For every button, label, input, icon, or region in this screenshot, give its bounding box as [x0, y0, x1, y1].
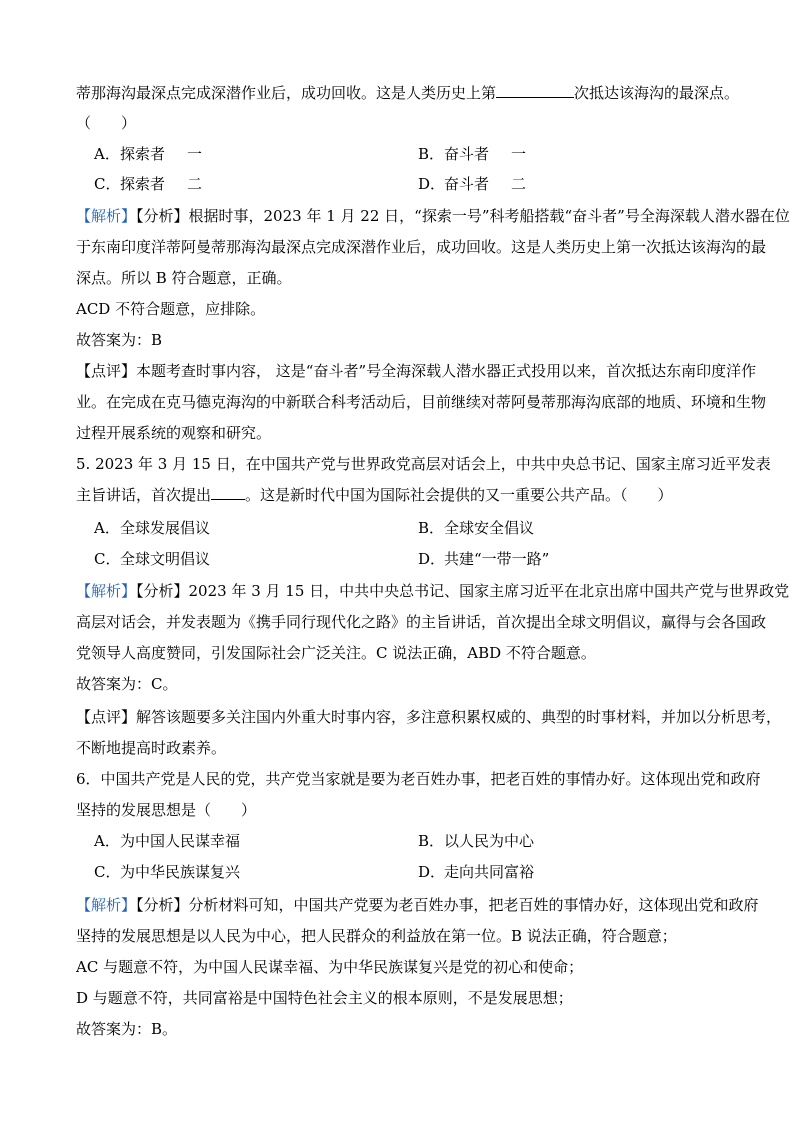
- q6-option-b: B．以人民为中心: [418, 832, 535, 850]
- q6-stem-line1: 6．中国共产党是人民的党，共产党当家就是要为老百姓办事，把老百姓的事情办好。这体现出党和政府: [76, 770, 761, 788]
- q4-analysis-tag: 【解析】: [76, 207, 137, 225]
- q4-answer-line: 故答案为：B: [76, 331, 163, 349]
- q6-analysis-line4: D 与题意不符，共同富裕是中国特色社会主义的根本原则，不是发展思想；: [76, 989, 573, 1007]
- q6-analysis-line2: 坚持的发展思想是以人民为中心，把人民群众的利益放在第一位。B 说法正确，符合题意；: [76, 927, 677, 945]
- q4-option-b: B．奋斗者 一: [418, 145, 527, 163]
- q6-option-c: C．为中华民族谋复兴: [94, 863, 241, 881]
- q5-answer-blank: [211, 485, 245, 500]
- q4-stem-text-post: 次抵达该海沟的最深点。: [574, 84, 740, 102]
- q6-option-a: A．为中国人民谋幸福: [94, 832, 241, 850]
- q4-analysis-line1: 【解析】【分析】根据时事，2023 年 1 月 22 日，“探索一号”科考船搭载“奋斗者”号全海深载人潜水器在位: [76, 207, 790, 225]
- q4-answer-blank: [496, 83, 574, 98]
- q5-stem-line1: 5. 2023 年 3 月 15 日，在中国共产党与世界政党高层对话会上，中共中央总书记、国家主席习近平发表: [76, 455, 771, 473]
- q5-analysis-line2: 高层对话会，并发表题为《携手同行现代化之路》的主旨讲话，首次提出全球文明倡议，赢得与会各国政: [76, 613, 767, 631]
- q5-analysis-line3: 党领导人高度赞同，引发国际社会广泛关注。C 说法正确，ABD 不符合题意。: [76, 644, 596, 662]
- q5-option-a: A．全球发展倡议: [94, 519, 211, 537]
- q4-stem-text-pre: 蒂那海沟最深点完成深潜作业后，成功回收。这是人类历史上第: [76, 84, 497, 102]
- q5-comment-line2: 不断地提高时政素养。: [76, 739, 227, 757]
- q4-paren: （ ）: [76, 114, 137, 132]
- q6-stem-line2: 坚持的发展思想是（ ）: [76, 801, 257, 819]
- q4-option-d: D．奋斗者 二: [418, 175, 527, 193]
- q5-answer-line: 故答案为：C。: [76, 675, 178, 693]
- q6-answer-line: 故答案为：B。: [76, 1020, 178, 1038]
- q4-comment-line1: 【点评】本题考查时事内容， 这是“奋斗者”号全海深载人潜水器正式投用以来，首次抵达东南印度洋作: [76, 362, 757, 380]
- q5-option-d: D．共建“一带一路”: [418, 550, 550, 568]
- q5-analysis-tag: 【解析】: [76, 582, 137, 600]
- q4-comment-line3: 过程开展系统的观察和研究。: [76, 424, 272, 442]
- q5-comment-line1: 【点评】解答该题要多关注国内外重大时事内容，多注意积累权威的、典型的时事材料，并加以分析思考，: [76, 708, 782, 726]
- q4-option-c: C．探索者 二: [94, 175, 203, 193]
- q4-comment-line2: 业。在完成在克马德克海沟的中新联合科考活动后，目前继续对蒂阿曼蒂那海沟底部的地质、环境和生物: [76, 393, 767, 411]
- q6-option-d: D．走向共同富裕: [418, 863, 535, 881]
- q5-option-c: C．全球文明倡议: [94, 550, 211, 568]
- q5-stem-line2: 主旨讲话，首次提出 。这是新时代中国为国际社会提供的又一重要公共产品。（ ）: [76, 486, 673, 504]
- q5-option-b: B．全球安全倡议: [418, 519, 535, 537]
- q6-analysis-line1: 【解析】【分析】分析材料可知，中国共产党要为老百姓办事，把老百姓的事情办好，这体现出党和政府: [76, 896, 759, 914]
- q6-analysis-line3: AC 与题意不符，为中国人民谋幸福、为中华民族谋复兴是党的初心和使命；: [76, 958, 584, 976]
- q4-analysis-line4: ACD 不符合题意，应排除。: [76, 300, 266, 318]
- q4-analysis-line3: 深点。所以 B 符合题意，正确。: [76, 269, 292, 287]
- q4-option-a: A．探索者 一: [94, 145, 203, 163]
- q4-stem-line1: [76, 82, 740, 104]
- q5-analysis-line1: 【解析】【分析】2023 年 3 月 15 日，中共中央总书记、国家主席习近平在北京出席中国共产党与世界政党: [76, 582, 790, 600]
- q4-analysis-line2: 于东南印度洋蒂阿曼蒂那海沟最深点完成深潜作业后，成功回收。这是人类历史上第一次抵达该海沟的最: [76, 238, 767, 256]
- q6-analysis-tag: 【解析】: [76, 896, 137, 914]
